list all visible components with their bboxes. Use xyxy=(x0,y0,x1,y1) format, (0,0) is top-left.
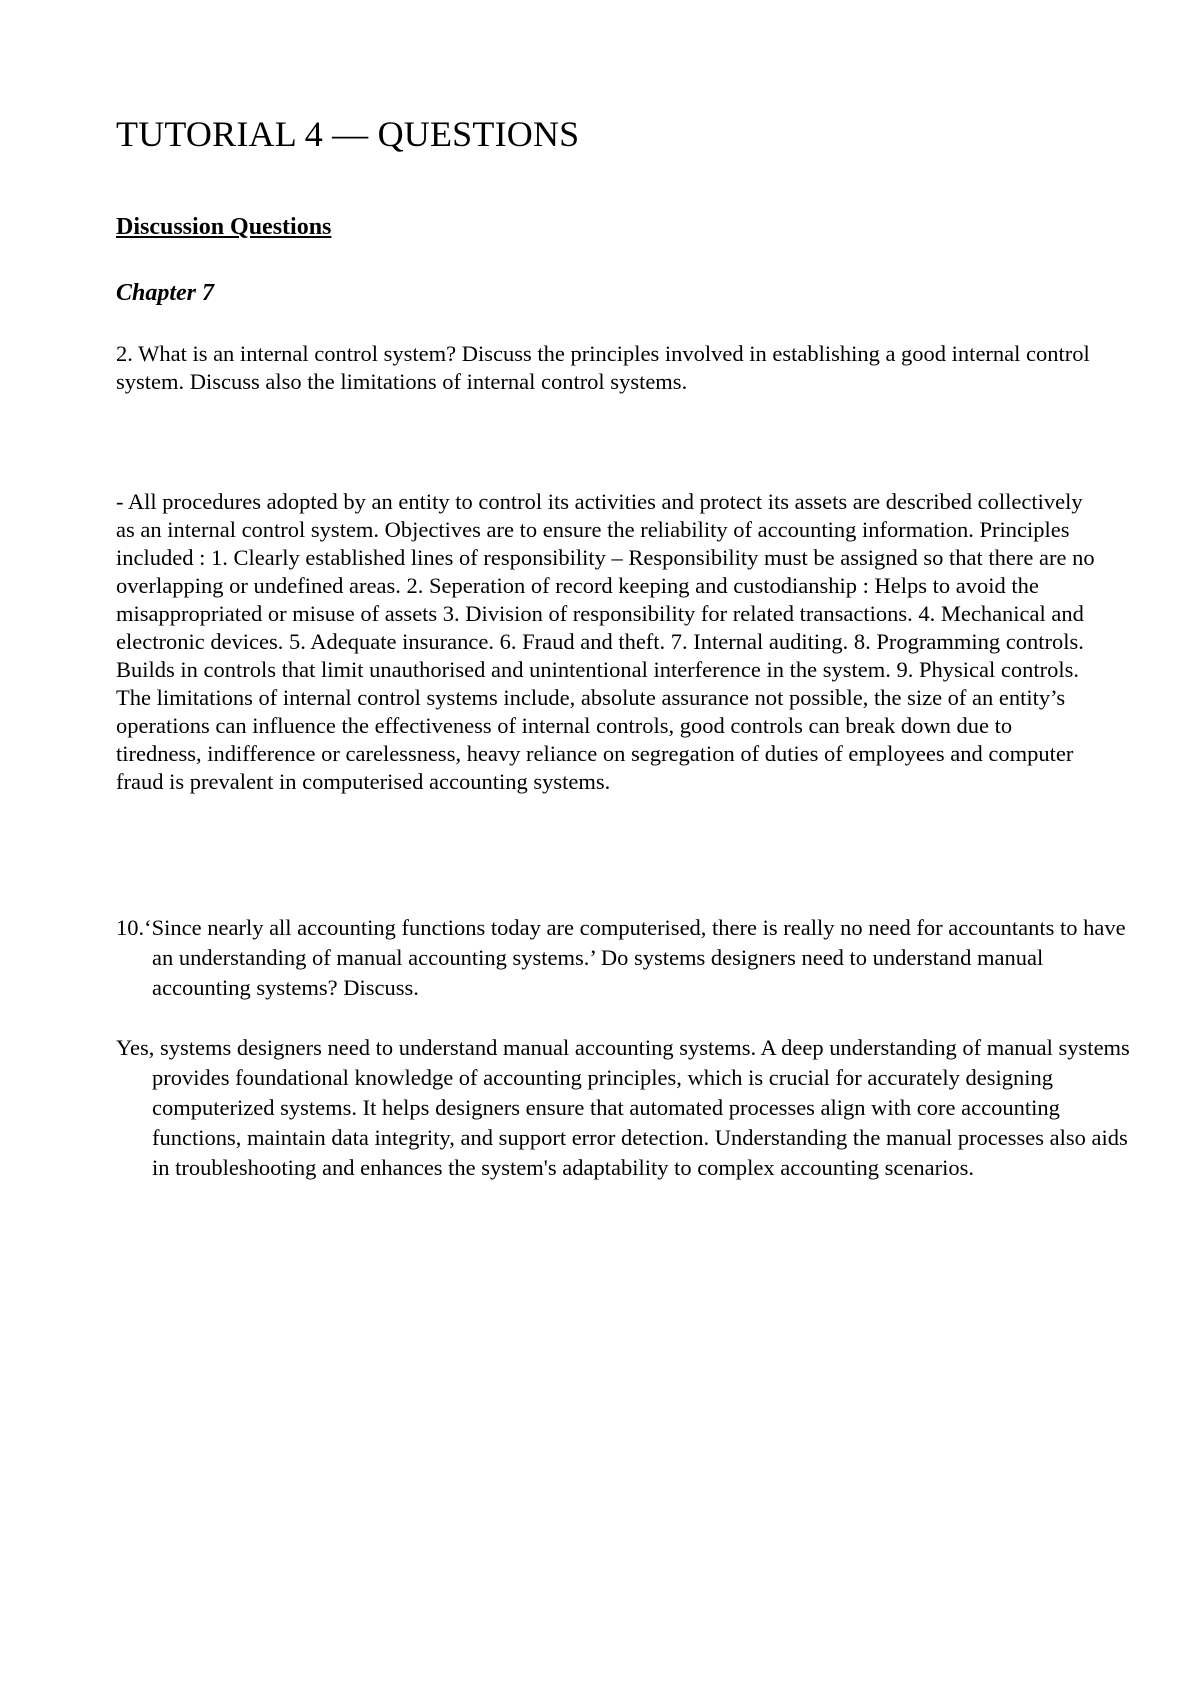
chapter-heading: Chapter 7 xyxy=(116,280,215,306)
answer-10: Yes, systems designers need to understand manual accounting systems. A deep understanding of manual systems provides foundational knowledge of accounting principles, which is crucial for accurately designing computerized systems. It helps designers ensure that automated processes align with core accounting functions, maintain data integrity, and support error detection. Understanding the manual processes also aids in troubleshooting and enhances the system's adaptability to complex accounting scenarios. xyxy=(116,1035,1130,1180)
section-heading: Discussion Questions xyxy=(116,214,332,240)
question-10: 10.‘Since nearly all accounting functions today are computerised, there is really no need for accountants to have an understanding of manual accounting systems.’ Do systems designers need to understand manual accounting systems? Discuss. xyxy=(116,915,1126,1000)
question-2: 2. What is an internal control system? Discuss the principles involved in establishing a good internal control system. Discuss also the limitations of internal control systems. xyxy=(116,341,1090,394)
page-title: TUTORIAL 4 — QUESTIONS xyxy=(116,114,580,154)
answer-2: - All procedures adopted by an entity to control its activities and protect its assets are described collectively as an internal control system. Objectives are to ensure the reliability of accounting information. Principles included : 1. Clearly established lines of responsibility – Responsibility must be assigned so that there are no overlapping or undefined areas. 2. Seperation of record keeping and custodianship : Helps to avoid the misappropriated or misuse of assets 3. Division of responsibility for related transactions. 4. Mechanical and electronic devices. 5. Adequate insurance. 6. Fraud and theft. 7. Internal auditing. 8. Programming controls. Builds in controls that limit unauthorised and unintentional interference in the system. 9. Physical controls. The limitations of internal control systems include, absolute assurance not possible, the size of an entity’s operations can influence the effectiveness of internal controls, good controls can break down due to tiredness, indifference or carelessness, heavy reliance on segregation of duties of employees and computer fraud is prevalent in computerised accounting systems. xyxy=(116,489,1095,794)
